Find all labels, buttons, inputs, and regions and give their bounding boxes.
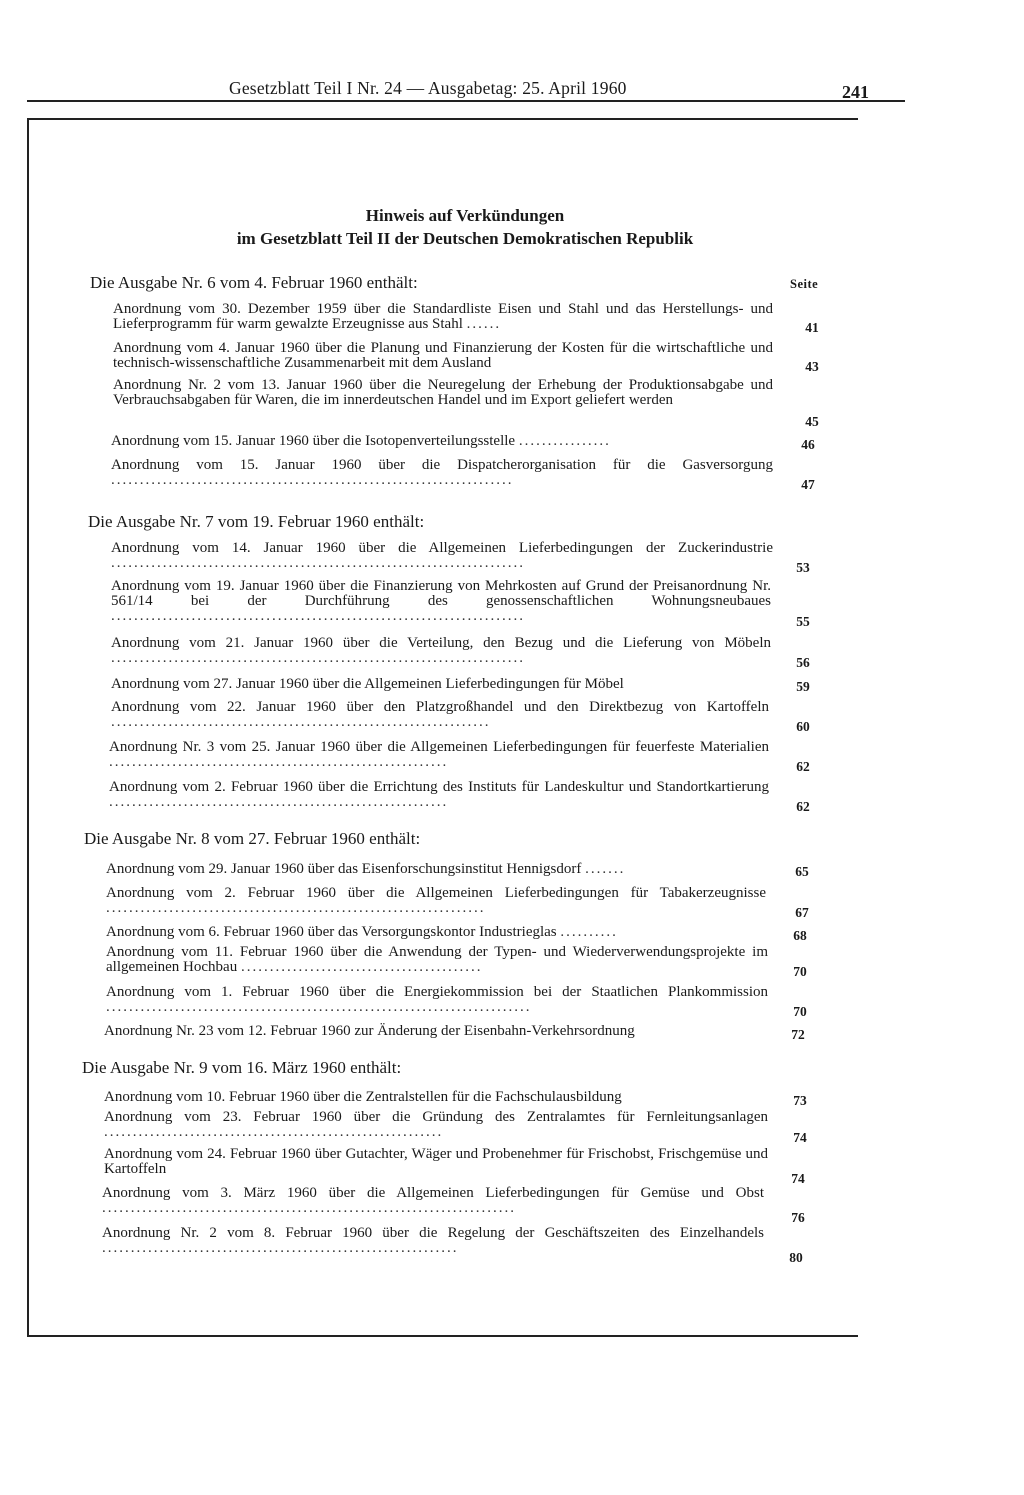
entry-page: 43 bbox=[805, 359, 819, 374]
entry-page: 67 bbox=[795, 905, 809, 920]
entry-page: 47 bbox=[801, 477, 815, 492]
notice-title-line-1: Hinweis auf Verkündungen bbox=[365, 206, 565, 225]
entry: Anordnung vom 6. Februar 1960 über das Versorgungskontor Industrieglas .......... 68 bbox=[106, 925, 768, 940]
entry-page: 46 bbox=[801, 437, 815, 452]
entry-page: 62 bbox=[796, 799, 810, 814]
entry: Anordnung vom 14. Januar 1960 über die Allgemeinen Lieferbedingungen der Zuckerindustrie ........................................................................ 53 bbox=[111, 541, 773, 571]
entry-text: Anordnung vom 2. Februar 1960 über die Allgemeinen Lieferbedingungen für Tabakerzeugnisse bbox=[106, 885, 766, 901]
entry-text: Anordnung Nr. 23 vom 12. Februar 1960 zur Änderung der Eisenbahn-Verkehrsordnung bbox=[104, 1023, 635, 1039]
entry-page: 74 bbox=[791, 1171, 805, 1186]
entry-page: 72 bbox=[791, 1027, 805, 1042]
entry bbox=[104, 1089, 807, 1108]
entry-text: Anordnung Nr. 2 vom 13. Januar 1960 über die Neuregelung der Erhebung der Produktionsabgabe und Verbrauchsabgaben für Waren, die im innerdeutschen Handel und im Export geliefert werden bbox=[113, 377, 773, 408]
entry-page: 70 bbox=[793, 1004, 807, 1019]
entry-page: 59 bbox=[796, 679, 810, 694]
running-title: Gesetzblatt Teil I Nr. 24 — Ausgabetag: 25. April 1960 bbox=[229, 78, 627, 98]
entry-text: Anordnung Nr. 2 vom 8. Februar 1960 über die Regelung der Geschäftszeiten des Einzelhandels bbox=[102, 1225, 764, 1241]
entry: Anordnung vom 19. Januar 1960 über die Finanzierung von Mehrkosten auf Grund der Preisanordnung Nr. 561/14 bei der Durchführung des genossenschaftlichen Wohnungsneubaues ........................................................................ 55 bbox=[111, 579, 771, 624]
entry-text: Anordnung vom 1. Februar 1960 über die Energiekommission bei der Staatlichen Plankommission bbox=[106, 984, 768, 1000]
entry-page: 45 bbox=[805, 414, 819, 429]
entry-page: 74 bbox=[793, 1130, 807, 1145]
notice-title-line-2: im Gesetzblatt Teil II der Deutschen Demokratischen Republik bbox=[236, 229, 694, 248]
entry-text: Anordnung vom 15. Januar 1960 über die Isotopenverteilungsstelle bbox=[111, 433, 516, 449]
entry-page: 41 bbox=[805, 320, 819, 335]
entry-text: Anordnung vom 2. Februar 1960 über die Errichtung des Instituts für Landeskultur und Standortkartierung bbox=[109, 779, 769, 795]
header-rule bbox=[27, 100, 905, 102]
entry: Anordnung Nr. 3 vom 25. Januar 1960 über die Allgemeinen Lieferbedingungen für feuerfeste Materialien ........................................................... 62 bbox=[109, 740, 769, 770]
entry: Anordnung vom 30. Dezember 1959 über die Standardliste Eisen und Stahl und das Herstellungs- und Lieferprogramm für warm gewalzte Erzeugnisse aus Stahl ...... 41 bbox=[113, 302, 773, 332]
entry-text: Anordnung vom 15. Januar 1960 über die Dispatcherorganisation für die Gasversorgung bbox=[111, 457, 773, 473]
entry: Anordnung vom 29. Januar 1960 über das Eisenforschungsinstitut Hennigsdorf ....... 65 bbox=[106, 862, 768, 877]
entry bbox=[113, 377, 819, 429]
section-heading-ausgabe-6: Die Ausgabe Nr. 6 vom 4. Februar 1960 enthält: bbox=[90, 273, 418, 292]
entry-page: 62 bbox=[796, 759, 810, 774]
entry-text: Anordnung vom 3. März 1960 über die Allgemeinen Lieferbedingungen für Gemüse und Obst bbox=[102, 1185, 764, 1201]
entry-text: Anordnung vom 22. Januar 1960 über den Platzgroßhandel und den Direktbezug von Kartoffeln bbox=[111, 699, 769, 715]
entry-text: Anordnung vom 4. Januar 1960 über die Planung und Finanzierung der Kosten für die wirtschaftliche und technisch-wissenschaftliche Zusammenarbeit mit dem Ausland bbox=[113, 340, 773, 371]
entry bbox=[111, 676, 810, 694]
section-heading-ausgabe-8: Die Ausgabe Nr. 8 vom 27. Februar 1960 enthält: bbox=[84, 829, 421, 848]
entry-page: 70 bbox=[793, 964, 807, 979]
entry-page: 65 bbox=[795, 864, 809, 879]
entry-page: 53 bbox=[796, 560, 810, 575]
entry: Anordnung vom 1. Februar 1960 über die Energiekommission bei der Staatlichen Plankommission .......................................................................... 70 bbox=[106, 985, 768, 1015]
entry: Anordnung vom 3. März 1960 über die Allgemeinen Lieferbedingungen für Gemüse und Obst ........................................................................ 76 bbox=[102, 1186, 764, 1216]
entry bbox=[104, 1146, 805, 1186]
entry: Anordnung vom 15. Januar 1960 über die Dispatcherorganisation für die Gasversorgung ...................................................................... 47 bbox=[111, 458, 773, 488]
entry bbox=[113, 340, 819, 374]
entry-text: Anordnung vom 19. Januar 1960 über die Finanzierung von Mehrkosten auf Grund der Preisanordnung Nr. 561/14 bei der Durchführung des genossenschaftlichen Wohnungsneubaues bbox=[111, 578, 771, 609]
entry-page: 73 bbox=[793, 1093, 807, 1108]
entry: Anordnung vom 2. Februar 1960 über die Allgemeinen Lieferbedingungen für Tabakerzeugnisse .................................................................. 67 bbox=[106, 886, 766, 916]
entry-text: Anordnung vom 21. Januar 1960 über die Verteilung, den Bezug und die Lieferung von Möbeln bbox=[111, 635, 771, 651]
entry-text: Anordnung vom 30. Dezember 1959 über die Standardliste Eisen und Stahl und das Herstellungs- und Lieferprogramm für warm gewalzte Erzeugnisse aus Stahl bbox=[113, 301, 773, 332]
entry-text: Anordnung vom 24. Februar 1960 über Gutachter, Wäger und Probenehmer für Frischobst, Frischgemüse und Kartoffeln bbox=[104, 1146, 768, 1177]
entry-page: 80 bbox=[789, 1250, 803, 1265]
entry bbox=[104, 1023, 805, 1042]
entry: Anordnung vom 2. Februar 1960 über die Errichtung des Instituts für Landeskultur und Standortkartierung ........................................................... 62 bbox=[109, 780, 769, 810]
entry-text: Anordnung vom 6. Februar 1960 über das Versorgungskontor Industrieglas bbox=[106, 924, 557, 940]
entry: Anordnung vom 15. Januar 1960 über die Isotopenverteilungsstelle ................ 46 bbox=[111, 434, 773, 449]
entry-text: Anordnung vom 23. Februar 1960 über die Gründung des Zentralamtes für Fernleitungsanlagen bbox=[104, 1109, 768, 1125]
entry-text: Anordnung Nr. 3 vom 25. Januar 1960 über die Allgemeinen Lieferbedingungen für feuerfeste Materialien bbox=[109, 739, 769, 755]
entry-text: Anordnung vom 10. Februar 1960 über die Zentralstellen für die Fachschulausbildung bbox=[104, 1089, 622, 1105]
entry: Anordnung Nr. 2 vom 8. Februar 1960 über die Regelung der Geschäftszeiten des Einzelhandels .............................................................. 80 bbox=[102, 1226, 764, 1256]
entry-page: 76 bbox=[791, 1210, 805, 1225]
entry-text: Anordnung vom 11. Februar 1960 über die Anwendung der Typen- und Wiederverwendungsprojekte im allgemeinen Hochbau bbox=[106, 944, 768, 975]
entry: Anordnung vom 11. Februar 1960 über die Anwendung der Typen- und Wiederverwendungsprojekte im allgemeinen Hochbau .......................................... 70 bbox=[106, 945, 768, 975]
section-heading-ausgabe-7: Die Ausgabe Nr. 7 vom 19. Februar 1960 enthält: bbox=[88, 512, 425, 531]
entry: Anordnung vom 21. Januar 1960 über die Verteilung, den Bezug und die Lieferung von Möbeln ........................................................................ 56 bbox=[111, 636, 771, 666]
entry-text: Anordnung vom 14. Januar 1960 über die Allgemeinen Lieferbedingungen der Zuckerindustrie bbox=[111, 540, 773, 556]
entry-page: 55 bbox=[796, 614, 810, 629]
entry-page: 56 bbox=[796, 655, 810, 670]
entry: Anordnung vom 23. Februar 1960 über die Gründung des Zentralamtes für Fernleitungsanlagen ........................................................... 74 bbox=[104, 1110, 768, 1140]
section-heading-ausgabe-9: Die Ausgabe Nr. 9 vom 16. März 1960 enthält: bbox=[82, 1058, 402, 1077]
seite-column-label: Seite bbox=[790, 277, 819, 291]
entry-page: 60 bbox=[796, 719, 810, 734]
entry-text: Anordnung vom 29. Januar 1960 über das Eisenforschungsinstitut Hennigsdorf bbox=[106, 861, 582, 877]
entry: Anordnung vom 22. Januar 1960 über den Platzgroßhandel und den Direktbezug von Kartoffeln .................................................................. 60 bbox=[111, 700, 769, 730]
entry-page: 68 bbox=[793, 928, 807, 943]
entry-text: Anordnung vom 27. Januar 1960 über die Allgemeinen Lieferbedingungen für Möbel bbox=[111, 676, 624, 692]
page-number: 241 bbox=[842, 82, 869, 102]
